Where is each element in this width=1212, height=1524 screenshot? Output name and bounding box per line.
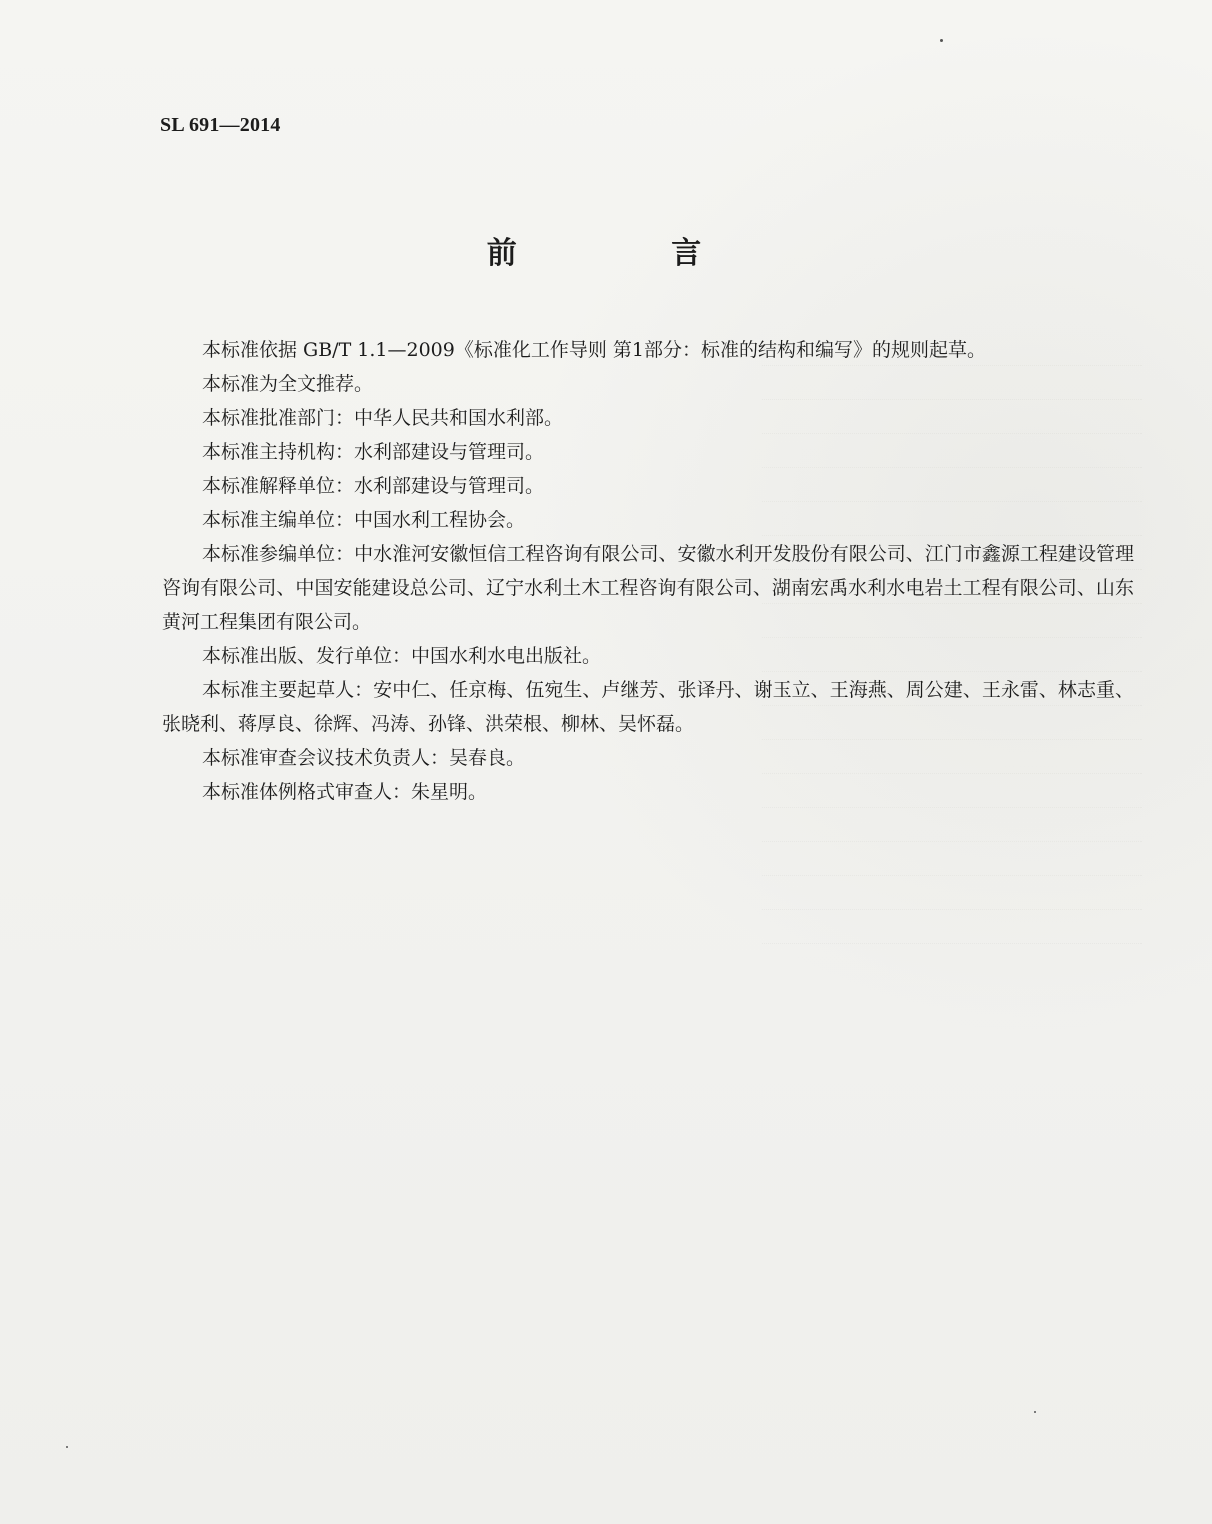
paragraph: 本标准出版、发行单位：中国水利水电出版社。 xyxy=(202,645,602,667)
paragraph: 本标准参编单位：中水淮河安徽恒信工程咨询有限公司、安徽水利开发股份有限公司、江门市鑫源工程建设管理咨询有限公司、中国安能建设总公司、辽宁水利土木工程咨询有限公司、湖南宏禹水利水电岩土工程有限公司、山东黄河工程集团有限公司。 xyxy=(162,543,1134,633)
paragraph: 本标准解释单位：水利部建设与管理司。 xyxy=(202,475,545,497)
scan-speck xyxy=(1034,1411,1036,1413)
paragraph: 本标准依据 GB/T 1.1—2009《标准化工作导则 第1部分：标准的结构和编写》的规则起草。 xyxy=(202,339,986,361)
standard-code: SL 691—2014 xyxy=(160,114,281,136)
paragraph: 本标准主编单位：中国水利工程协会。 xyxy=(202,509,526,531)
foreword-body xyxy=(162,333,1134,809)
scan-speck xyxy=(940,39,943,42)
paragraph: 本标准审查会议技术负责人：吴春良。 xyxy=(202,747,526,769)
scan-speck xyxy=(66,1446,68,1448)
paragraph: 本标准批准部门：中华人民共和国水利部。 xyxy=(202,407,564,429)
paragraph: 本标准主要起草人：安中仁、任京梅、伍宛生、卢继芳、张译丹、谢玉立、王海燕、周公建、王永雷、林志重、张晓利、蒋厚良、徐辉、冯涛、孙锋、洪荣根、柳林、吴怀磊。 xyxy=(162,679,1134,735)
paragraph: 本标准体例格式审查人：朱星明。 xyxy=(202,781,488,803)
page-title: 前 言 xyxy=(486,236,774,271)
paragraph: 本标准为全文推荐。 xyxy=(202,373,374,395)
paragraph: 本标准主持机构：水利部建设与管理司。 xyxy=(202,441,545,463)
